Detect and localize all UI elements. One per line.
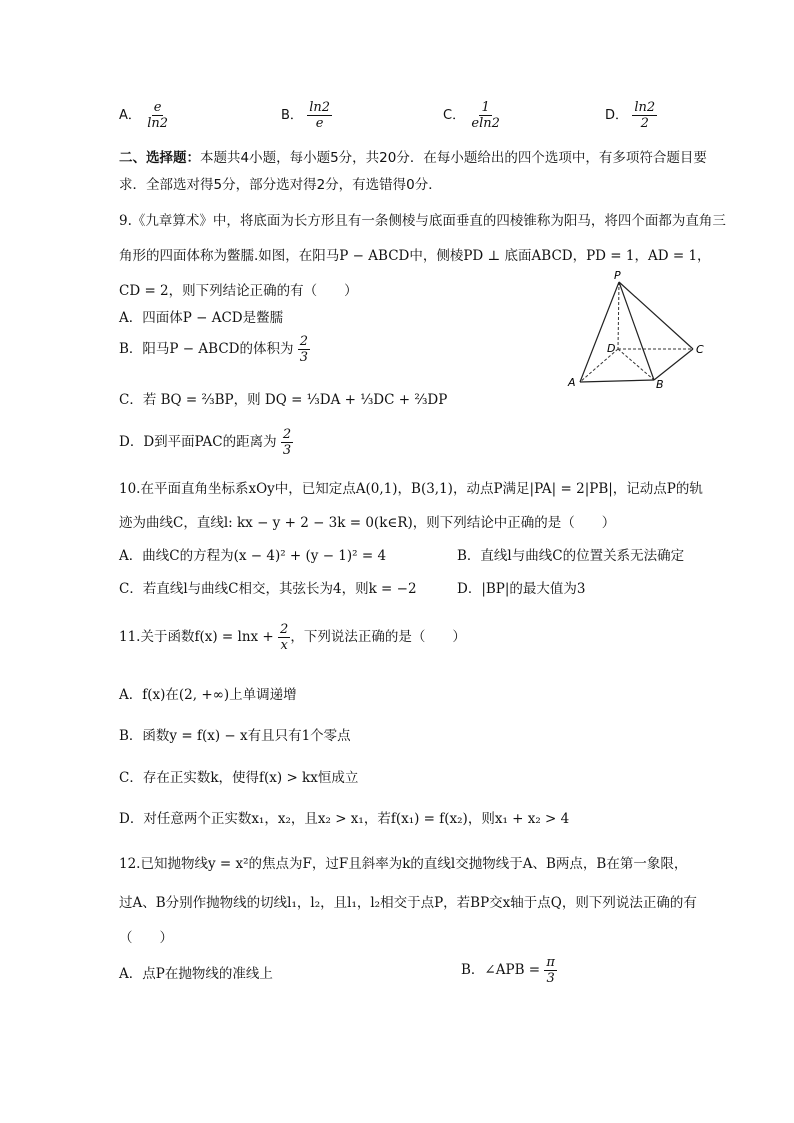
q8-option-d: D． $\frac{\ln 2}{2}$	[605, 100, 656, 131]
q8-option-c: C． $\frac{1}{eln2}$	[443, 100, 500, 131]
section-2-instructions: 二、选择题：本题共4小题，每小题5分，共20分．在每小题给出的四个选项中，有多项符合题目要	[119, 150, 707, 166]
q9-stem-line1: 9.《九章算术》中，将底面为长方形且有一条侧棱与底面垂直的四棱锥称为阳马，将四个面都为直角三	[119, 213, 726, 229]
edge-pd	[618, 282, 619, 349]
q10-option-a: A．曲线C的方程为(x − 4)² + (y − 1)² = 4	[119, 548, 387, 564]
vertex-label-c: C	[696, 343, 704, 356]
vertex-label-p: P	[614, 269, 621, 282]
q10-option-b: B．直线l与曲线C的位置关系无法确定	[457, 548, 685, 564]
q9-option-d: D．D到平面PAC的距离为 $\frac{2}{3}$	[119, 427, 292, 458]
q8-option-d-fraction: $\frac{\ln 2}{2}$	[634, 100, 656, 131]
q10-option-c: C．若直线l与曲线C相交，其弦长为4，则k = −2	[119, 581, 417, 597]
q8-option-a: A． $\frac{e}{\ln 2}$	[119, 100, 169, 131]
q10-option-d: D．|BP|的最大值为3	[457, 581, 586, 597]
q11-option-b: B．函数y = f(x) − x有且只有1个零点	[119, 728, 351, 744]
q12-stem-line2: 过A、B分别作抛物线的切线l₁，l₂，且l₁，l₂相交于点P，若BP交x轴于点Q，则下列说法正确的有	[119, 895, 697, 911]
q8-option-a-fraction: $\frac{e}{\ln 2}$	[147, 100, 169, 131]
q11-option-c: C．存在正实数k，使得f(x) > kx恒成立	[119, 770, 359, 786]
q8-option-b: B． $\frac{\ln 2}{e}$	[281, 100, 331, 131]
q11-option-d: D．对任意两个正实数x₁，x₂，且x₂ > x₁，若f(x₁) = f(x₂)，则x₁ + x₂ > 4	[119, 811, 570, 827]
q9-option-d-fraction: $\frac{2}{3}$	[282, 427, 292, 458]
edge-ab	[580, 380, 654, 382]
section-2-heading: 二、选择题：	[119, 150, 200, 166]
edge-pb	[619, 282, 654, 380]
q9-option-b-fraction: $\frac{2}{3}$	[299, 334, 309, 365]
section-2-instructions-line2: 求．全部选对得5分，部分选对得2分，有选错得0分．	[119, 177, 442, 193]
q8-option-c-fraction: $\frac{1}{eln2}$	[471, 100, 500, 131]
pyramid-figure	[560, 268, 710, 390]
edge-bc	[654, 349, 693, 380]
q12-stem-line1: 12.已知抛物线y = x²的焦点为F，过F且斜率为k的直线l交抛物线于A、B两点，B在第一象限，	[119, 856, 688, 872]
q9-option-b: B．阳马P − ABCD的体积为 $\frac{2}{3}$	[119, 334, 309, 365]
q12-option-b: B．∠APB = $\frac{\pi}{3}$	[461, 955, 555, 986]
q9-option-c: C．若 BQ = ⅔BP，则 DQ = ⅓DA + ⅓DC + ⅔DP	[119, 392, 448, 408]
q8-option-b-fraction: $\frac{\ln 2}{e}$	[309, 100, 331, 131]
vertex-label-d: D	[607, 342, 616, 355]
q12-option-b-fraction: $\frac{\pi}{3}$	[546, 955, 555, 986]
vertex-label-a: A	[568, 376, 576, 389]
q10-stem-line2: 迹为曲线C，直线l: kx − y + 2 − 3k = 0(k∈R)，则下列结论中正确的是（ ）	[119, 515, 616, 531]
q12-option-a: A．点P在抛物线的准线上	[119, 966, 273, 982]
q9-stem-line3: CD = 2，则下列结论正确的有（ ）	[119, 283, 358, 299]
q10-stem-line1: 10.在平面直角坐标系xOy中，已知定点A(0,1)，B(3,1)，动点P满足|PA| = 2|PB|，记动点P的轨	[119, 481, 703, 497]
edge-pa	[580, 282, 619, 382]
q9-stem-line2: 角形的四面体称为鳖臑.如图，在阳马P − ABCD中，侧棱PD ⊥ 底面ABCD，PD = 1，AD = 1，	[119, 248, 711, 264]
vertex-label-b: B	[656, 378, 664, 390]
q12-stem-line3: （ ）	[119, 930, 173, 946]
q11-stem: 11.关于函数f(x) = lnx + $\frac{2}{x}$ ，下列说法正确的是（ ）	[119, 622, 466, 653]
edge-pc	[619, 282, 693, 349]
q11-stem-fraction: $\frac{2}{x}$	[280, 622, 289, 653]
q11-option-a: A．f(x)在(2, +∞)上单调递增	[119, 687, 297, 703]
q9-option-a: A．四面体P − ACD是鳖臑	[119, 310, 284, 326]
